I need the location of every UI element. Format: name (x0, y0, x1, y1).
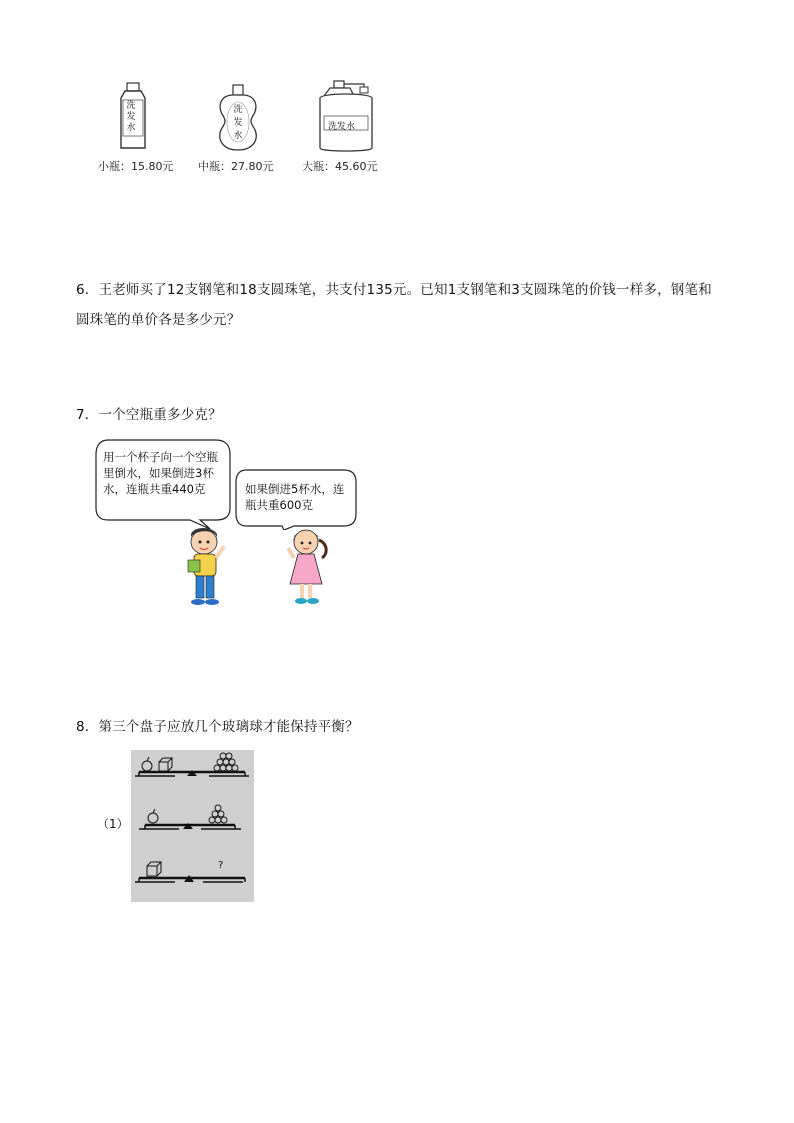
medium-bottle-price: 中瓶：27.80元 (198, 160, 274, 173)
balance-scales-image (131, 750, 254, 902)
question-8: 8．第三个盘子应放几个玻璃球才能保持平衡？ (76, 719, 359, 735)
medium-bottle-label (232, 104, 244, 143)
label-char: 水 (126, 123, 136, 133)
label-char: 水 (233, 131, 243, 141)
label-char: 洗 (126, 101, 136, 111)
question-7: 7．一个空瓶重多少克？ (76, 407, 222, 423)
boy-bubble-text: 用一个杯子向一个空瓶里倒水，如果倒进3杯水，连瓶共重440克 (103, 450, 218, 496)
large-bottle-image (316, 80, 376, 154)
sub-question-label: （1） (97, 817, 129, 831)
label-char: 洗 (233, 105, 243, 115)
girl-bubble-text: 如果倒进5杯水，连瓶共重600克 (245, 482, 345, 512)
balance-scale-3 (135, 862, 245, 882)
question-6: 6．王老师买了12支钢笔和18支圆珠笔，共支付135元。已知1支钢笔和3支圆珠笔的价钱一样多，钢笔和圆珠笔的单价各是多少元？ (76, 282, 712, 328)
small-bottle-label (125, 101, 137, 134)
large-bottle-label: 洗发水 (328, 122, 356, 132)
balance-scale-2 (139, 805, 241, 829)
large-bottle-price: 大瓶：45.60元 (302, 160, 378, 173)
boy-cartoon-image (182, 528, 232, 608)
label-char: 发 (233, 118, 243, 128)
small-bottle-price: 小瓶：15.80元 (98, 160, 174, 173)
question-mark: ? (218, 860, 224, 871)
girl-cartoon-image (284, 528, 332, 608)
balance-scale-1 (135, 753, 249, 776)
label-char: 发 (126, 112, 136, 122)
